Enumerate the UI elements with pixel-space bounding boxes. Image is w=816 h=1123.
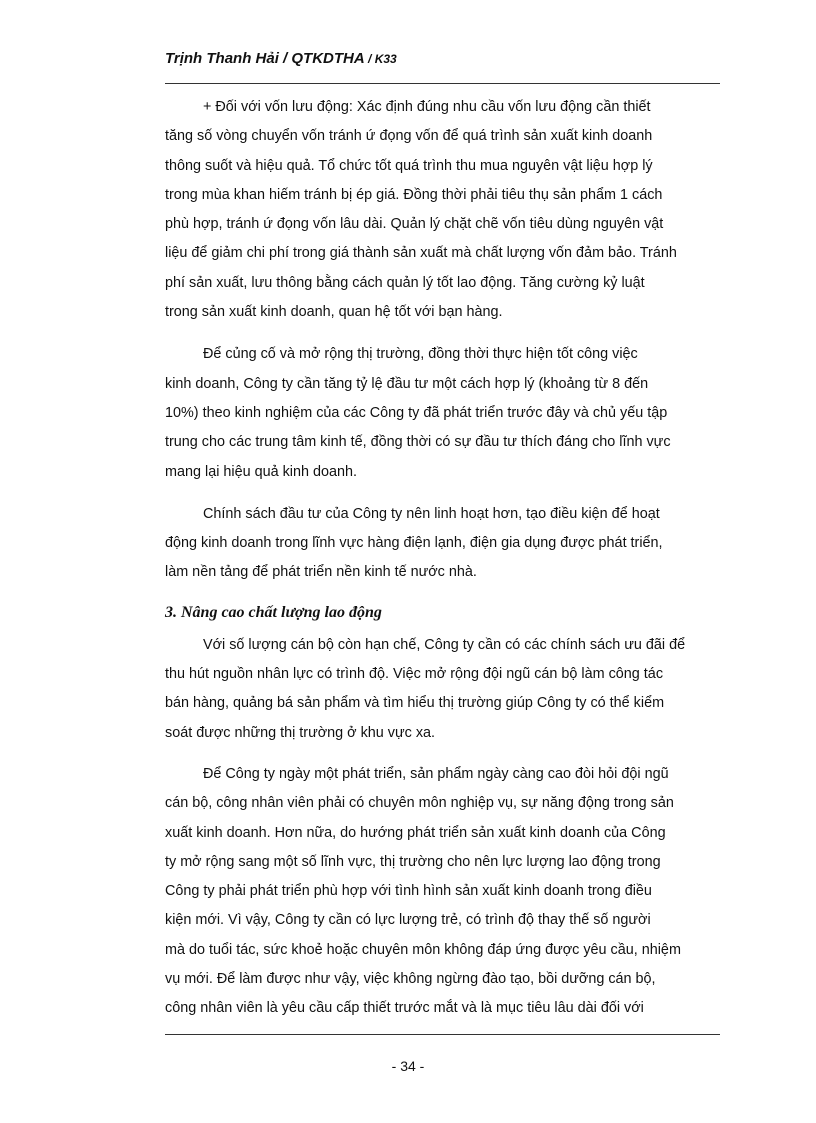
text-line: xuất kinh doanh. Hơn nữa, do hướng phát triển sản xuất kinh doanh của Công bbox=[165, 824, 666, 841]
header-author: Trịnh Thanh Hải / QTKDTHA bbox=[165, 50, 365, 67]
text-line: mang lại hiệu quả kinh doanh. bbox=[165, 463, 358, 480]
text-line: Với số lượng cán bộ còn hạn chế, Công ty cần có các chính sách ưu đãi để bbox=[203, 636, 686, 653]
text-line: vụ mới. Để làm được như vậy, việc không ngừng đào tạo, bồi dưỡng cán bộ, bbox=[165, 971, 656, 988]
paragraph-staff-recruitment bbox=[165, 631, 740, 748]
paragraph-investment-policy bbox=[165, 500, 740, 588]
text-line: động kinh doanh trong lĩnh vực hàng điện lạnh, điện gia dụng được phát triển, bbox=[165, 535, 663, 552]
text-line: trong sản xuất kinh doanh, quan hệ tốt với bạn hàng. bbox=[165, 304, 503, 321]
page-number: - 34 - bbox=[391, 1058, 425, 1074]
text-line: Chính sách đầu tư của Công ty nên linh hoạt hơn, tạo điều kiện để hoạt bbox=[203, 505, 660, 522]
text-line: công nhân viên là yêu cầu cấp thiết trước mắt và là mục tiêu lâu dài đối với bbox=[165, 1000, 644, 1017]
text-line: bán hàng, quảng bá sản phẩm và tìm hiểu thị trường giúp Công ty có thể kiểm bbox=[165, 695, 665, 712]
text-line: phí sản xuất, lưu thông bằng cách quản lý tốt lao động. Tăng cường kỷ luật bbox=[165, 274, 645, 291]
text-line: làm nền tảng để phát triển nền kinh tế nước nhà. bbox=[165, 564, 477, 581]
text-line: trung cho các trung tâm kinh tế, đồng thời có sự đầu tư thích đáng cho lĩnh vực bbox=[165, 434, 671, 451]
text-line: trong mùa khan hiếm tránh bị ép giá. Đồng thời phải tiêu thụ sản phẩm 1 cách bbox=[165, 186, 663, 203]
paragraph-working-capital bbox=[165, 93, 740, 327]
text-line: mà do tuổi tác, sức khoẻ hoặc chuyên môn không đáp ứng được yêu cầu, nhiệm bbox=[165, 941, 681, 958]
header-divider bbox=[165, 83, 720, 84]
running-header bbox=[165, 50, 397, 67]
text-line: Công ty phải phát triển phù hợp với tình hình sản xuất kinh doanh trong điều bbox=[165, 883, 652, 900]
text-line: ty mở rộng sang một số lĩnh vực, thị trường cho nên lực lượng lao động trong bbox=[165, 853, 661, 870]
text-line: kiện mới. Vì vậy, Công ty cần có lực lượng trẻ, có trình độ thay thế số người bbox=[165, 912, 651, 929]
text-line: + Đối với vốn lưu động: Xác định đúng nhu cầu vốn lưu động cần thiết bbox=[203, 99, 651, 115]
section-heading: 3. Nâng cao chất lượng lao động bbox=[165, 603, 382, 621]
text-line: tăng số vòng chuyển vốn tránh ứ đọng vốn để quá trình sản xuất kinh doanh bbox=[165, 128, 653, 145]
header-class-code: / K33 bbox=[364, 52, 397, 66]
text-line: Để Công ty ngày một phát triển, sản phẩm ngày càng cao đòi hỏi đội ngũ bbox=[203, 765, 669, 782]
text-line: Để củng cố và mở rộng thị trường, đồng thời thực hiện tốt công việc bbox=[203, 346, 638, 363]
footer-divider bbox=[165, 1034, 720, 1035]
text-line: phù hợp, tránh ứ đọng vốn lâu dài. Quản lý chặt chẽ vốn tiêu dùng nguyên vật bbox=[165, 216, 664, 233]
paragraph-staff-development bbox=[165, 760, 740, 1024]
text-line: cán bộ, công nhân viên phải có chuyên môn nghiệp vụ, sự năng động trong sản bbox=[165, 795, 674, 812]
text-line: thông suốt và hiệu quả. Tổ chức tốt quá trình thu mua nguyên vật liệu hợp lý bbox=[165, 157, 653, 174]
text-line: 10%) theo kinh nghiệm của các Công ty đã phát triển trước đây và chủ yếu tập bbox=[165, 404, 668, 421]
text-line: soát được những thị trường ở khu vực xa. bbox=[165, 724, 436, 741]
page-body bbox=[165, 93, 740, 1024]
text-line: liệu để giảm chi phí trong giá thành sản xuất mà chất lượng vốn đảm bảo. Tránh bbox=[165, 245, 677, 262]
text-line: thu hút nguồn nhân lực có trình độ. Việc mở rộng đội ngũ cán bộ làm công tác bbox=[165, 666, 664, 683]
paragraph-market-expansion bbox=[165, 340, 740, 486]
text-line: kinh doanh, Công ty cần tăng tỷ lệ đầu tư một cách hợp lý (khoảng từ 8 đến bbox=[165, 375, 649, 392]
